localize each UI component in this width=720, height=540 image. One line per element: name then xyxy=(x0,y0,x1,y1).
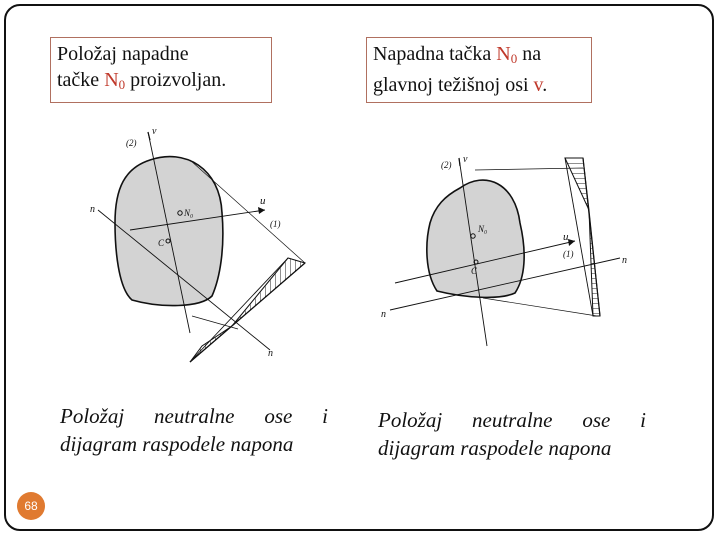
left-stress-triangle-top xyxy=(232,258,305,326)
left-caption xyxy=(60,402,328,458)
left-heading-line1: Položaj napadne xyxy=(57,43,189,65)
left-label-v: v xyxy=(152,126,157,137)
right-heading-line1: Napadna tačka $N_0$ na xyxy=(373,43,542,66)
left-label-axis-1: (1) xyxy=(270,219,281,229)
axis-name: v xyxy=(533,74,543,96)
right-label-n0: N₀ xyxy=(478,224,488,234)
right-caption xyxy=(378,406,646,462)
left-label-c: C xyxy=(158,238,165,248)
right-label-v: v xyxy=(463,154,468,165)
right-diagram xyxy=(375,148,675,368)
right-caption-line1: Položaj neutralne ose i xyxy=(378,408,646,432)
left-label-n-bottom: n xyxy=(268,348,273,359)
right-cross-section xyxy=(427,180,524,297)
right-label-n-left: n xyxy=(381,309,386,320)
left-label-axis-2: (2) xyxy=(126,138,137,148)
left-caption-line2: dijagram raspodele napona xyxy=(60,432,294,456)
left-label-n0: N₀ xyxy=(184,208,194,218)
right-label-c: C xyxy=(471,266,478,276)
right-label-n-right: n xyxy=(622,255,627,266)
right-caption-line2: dijagram raspodele napona xyxy=(378,436,612,460)
page-number-badge: 68 xyxy=(17,492,45,520)
left-caption-line1: Položaj neutralne ose i xyxy=(60,404,328,428)
right-label-axis-2: (2) xyxy=(441,160,452,170)
right-stress-triangle-top xyxy=(565,158,589,210)
point-name: $N_0$ xyxy=(496,43,518,66)
left-diagram xyxy=(60,118,360,378)
left-label-u: u xyxy=(260,195,266,207)
right-label-axis-1: (1) xyxy=(563,249,574,259)
right-heading-line2: glavnoj težišnoj osi v. xyxy=(373,74,548,96)
left-label-n-top: n xyxy=(90,204,95,215)
left-stress-triangle-bottom xyxy=(190,326,232,362)
right-heading-box xyxy=(366,37,592,103)
point-name: $N_0$ xyxy=(104,69,126,92)
left-heading-line2: tačke $N_0$ proizvoljan. xyxy=(57,69,227,92)
left-heading-box xyxy=(50,37,272,103)
right-label-u: u xyxy=(563,231,569,243)
